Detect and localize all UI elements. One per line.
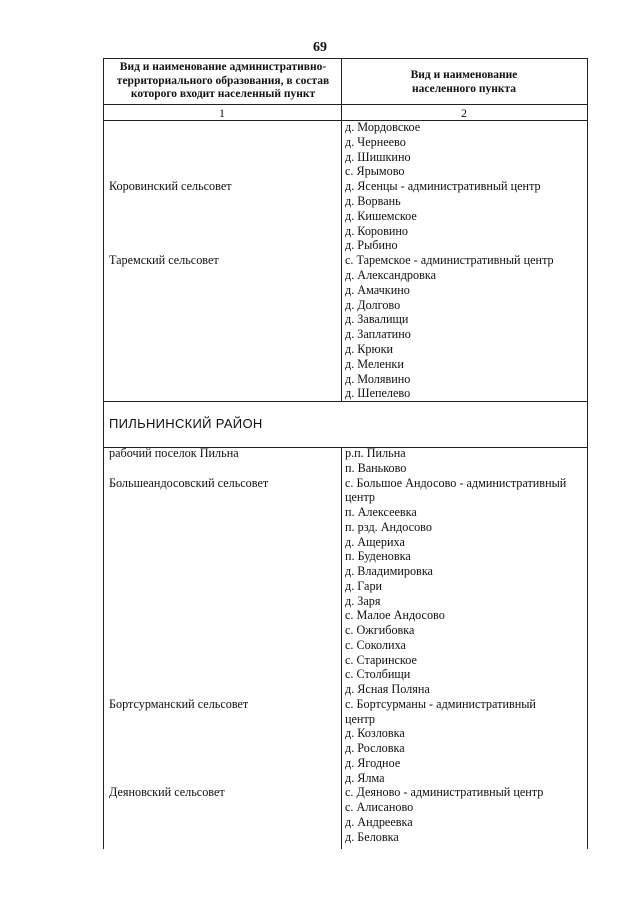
settlement-item: с. Столбищи bbox=[345, 667, 411, 682]
settlement-item: д. Чернеево bbox=[345, 134, 406, 149]
settlement-item: р.п. Пильна bbox=[345, 446, 406, 460]
settlement-item: д. Александровка bbox=[345, 268, 436, 282]
municipality-name: Таремский сельсовет bbox=[109, 253, 219, 268]
header-col1-line2: территориального образования, в состав bbox=[116, 74, 330, 87]
municipality-name: рабочий поселок Пильна bbox=[109, 446, 239, 460]
settlement-item: п. рзд. Андосово bbox=[345, 519, 432, 534]
settlement-item: д. Рыбино bbox=[345, 238, 398, 253]
settlement-item: с. Большое Андосово - административный bbox=[345, 475, 567, 490]
header-divider bbox=[104, 104, 587, 105]
settlement-item: д. Владимировка bbox=[345, 564, 433, 579]
settlement-item: д. Коровино bbox=[345, 223, 408, 238]
settlement-item: д. Шишкино bbox=[345, 149, 411, 164]
section-title: ПИЛЬНИНСКИЙ РАЙОН bbox=[109, 416, 263, 431]
settlement-item: д. Мордовское bbox=[345, 120, 421, 134]
settlement-item: д. Кишемское bbox=[345, 208, 417, 223]
settlement-item: д. Ясная Поляна bbox=[345, 682, 430, 697]
municipality-name: Бортсурманский сельсовет bbox=[109, 696, 249, 711]
settlement-item: д. Заря bbox=[345, 593, 381, 608]
settlements-table bbox=[103, 58, 588, 849]
header-col1-line1: Вид и наименование административно- bbox=[119, 61, 327, 73]
settlement-item: с. Ярымово bbox=[345, 164, 405, 179]
column-divider-top bbox=[341, 59, 342, 401]
municipality-name: Коровинский сельсовет bbox=[109, 179, 232, 194]
settlement-item: д. Беловка bbox=[345, 829, 399, 844]
settlement-item: д. Крюки bbox=[345, 342, 394, 356]
header-col1-line3: которого входит населенный пункт bbox=[130, 88, 316, 100]
header-col1 bbox=[108, 61, 338, 102]
settlement-item: п. Ваньково bbox=[345, 460, 407, 475]
settlement-item: д. Заплатино bbox=[345, 327, 411, 342]
settlement-item: д. Козловка bbox=[345, 726, 405, 741]
settlement-item: д. Амачкино bbox=[345, 282, 410, 297]
settlement-item: с. Малое Андосово bbox=[345, 608, 445, 623]
header-col2-line2: населенного пункта bbox=[411, 82, 516, 95]
settlement-item: д. Ворвань bbox=[345, 194, 401, 208]
column-number-1: 1 bbox=[219, 106, 225, 120]
settlement-item: д. Долгово bbox=[345, 297, 401, 312]
settlement-item: д. Шепелево bbox=[345, 386, 411, 401]
column-divider-bottom bbox=[341, 447, 342, 849]
settlement-item: д. Ялма bbox=[345, 770, 385, 785]
settlement-item: д. Андреевка bbox=[345, 815, 413, 829]
settlement-item: с. Соколиха bbox=[345, 637, 406, 652]
municipality-name: Большеандосовский сельсовет bbox=[109, 475, 269, 490]
settlement-item: центр bbox=[345, 711, 376, 726]
settlement-item: д. Рословка bbox=[345, 741, 405, 756]
municipality-name: Деяновский сельсовет bbox=[109, 785, 225, 800]
settlement-item: д. Ащериха bbox=[345, 534, 405, 549]
settlement-item: д. Завалищи bbox=[345, 312, 409, 327]
settlement-item: с. Ожгибовка bbox=[345, 623, 415, 638]
settlement-item: д. Меленки bbox=[345, 356, 404, 371]
settlement-item: д. Ясенцы - административный центр bbox=[345, 179, 541, 194]
settlement-item: с. Бортсурманы - административный bbox=[345, 696, 536, 711]
page-number: 69 bbox=[313, 40, 327, 55]
header-col2-line1: Вид и наименование bbox=[410, 69, 518, 81]
settlement-item: с. Таремское - административный центр bbox=[345, 253, 554, 268]
settlement-item: п. Буденовка bbox=[345, 549, 411, 564]
settlement-item: д. Молявино bbox=[345, 371, 411, 386]
settlement-item: с. Деяново - административный центр bbox=[345, 785, 544, 800]
settlement-item: д. Гари bbox=[345, 578, 383, 593]
settlement-item: с. Старинское bbox=[345, 652, 417, 667]
settlement-item: д. Ягодное bbox=[345, 755, 401, 770]
settlement-item: центр bbox=[345, 490, 376, 505]
header-col2 bbox=[344, 69, 584, 96]
column-number-2: 2 bbox=[461, 106, 467, 120]
settlement-item: п. Алексеевка bbox=[345, 505, 417, 520]
settlement-item: с. Алисаново bbox=[345, 800, 414, 815]
